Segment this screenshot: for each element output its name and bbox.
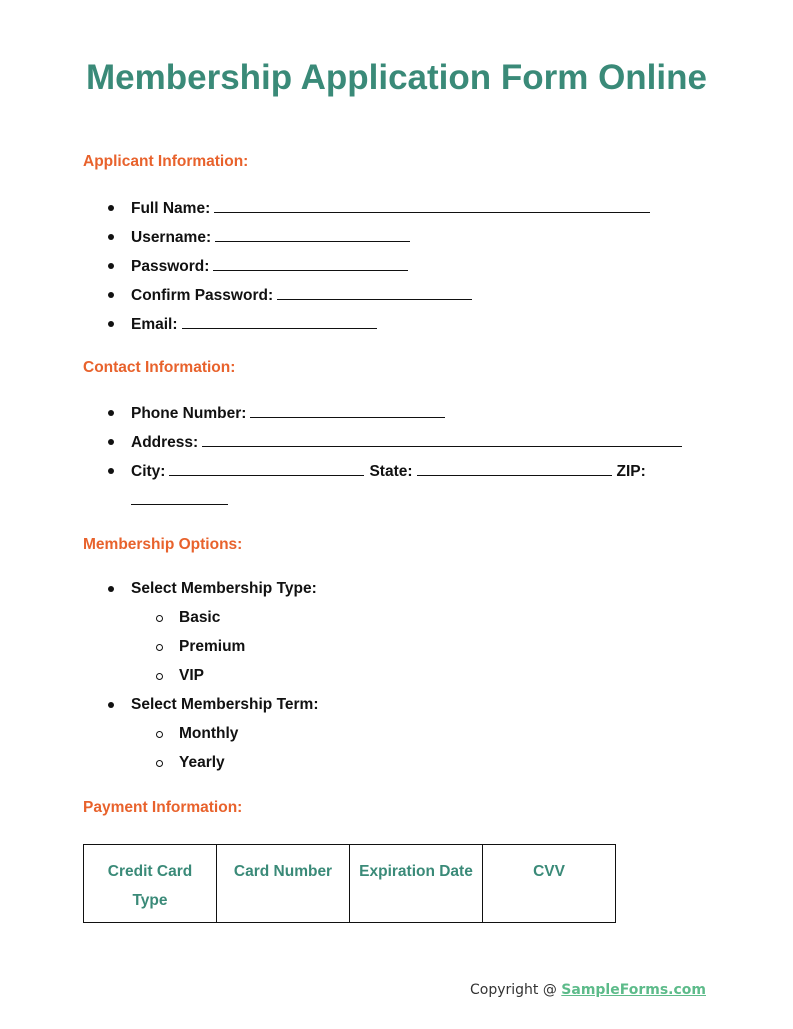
copyright-text: Copyright @	[469, 982, 557, 998]
label-text: Select Membership Type:	[131, 580, 317, 597]
option-label: Monthly	[179, 725, 239, 742]
field-label: Full Name:	[131, 200, 211, 217]
option-label: Yearly	[179, 754, 225, 771]
bullet-icon	[108, 439, 114, 445]
field-label: Confirm Password:	[131, 287, 274, 304]
city-label: City:	[131, 463, 166, 480]
radio-circle-icon[interactable]	[156, 615, 163, 622]
option-vip[interactable]	[179, 666, 204, 686]
zip-blank[interactable]	[131, 490, 228, 505]
field-label: Phone Number:	[131, 405, 247, 422]
bullet-icon	[108, 292, 114, 298]
username-field[interactable]	[131, 227, 410, 248]
payment-table	[83, 844, 616, 923]
full-name-field[interactable]	[131, 198, 650, 219]
bullet-icon	[108, 702, 114, 708]
address-field[interactable]	[131, 432, 682, 453]
zip-label: ZIP:	[616, 463, 646, 480]
bullet-icon	[108, 410, 114, 416]
column-cvv[interactable]: CVV	[483, 845, 616, 923]
state-label: State:	[369, 463, 413, 480]
radio-circle-icon[interactable]	[156, 760, 163, 767]
phone-blank[interactable]	[250, 403, 445, 418]
field-label: Email:	[131, 316, 178, 333]
membership-term-label	[131, 695, 319, 715]
radio-circle-icon[interactable]	[156, 644, 163, 651]
column-card-number[interactable]: Card Number	[217, 845, 350, 923]
zip-line[interactable]	[131, 490, 228, 511]
footer-copyright	[470, 980, 706, 1000]
column-expiration-date[interactable]: Expiration Date	[350, 845, 483, 923]
sampleforms-link[interactable]: SampleForms.com	[561, 982, 706, 998]
option-label: Premium	[179, 638, 246, 655]
confirm-password-field[interactable]	[131, 285, 472, 306]
applicant-heading: Applicant Information:	[83, 153, 249, 170]
bullet-icon	[108, 205, 114, 211]
bullet-icon	[108, 321, 114, 327]
email-field[interactable]	[131, 314, 377, 335]
option-yearly[interactable]	[179, 753, 225, 773]
bullet-icon	[108, 586, 114, 592]
bullet-icon	[108, 263, 114, 269]
radio-circle-icon[interactable]	[156, 731, 163, 738]
option-basic[interactable]	[179, 608, 220, 628]
membership-heading: Membership Options:	[83, 536, 243, 553]
table-row	[84, 845, 616, 923]
email-blank[interactable]	[182, 314, 377, 329]
contact-heading: Contact Information:	[83, 359, 236, 376]
full-name-blank[interactable]	[214, 198, 650, 213]
password-blank[interactable]	[213, 256, 408, 271]
field-label: Username:	[131, 229, 212, 246]
radio-circle-icon[interactable]	[156, 673, 163, 680]
option-label: VIP	[179, 667, 204, 684]
column-credit-card-type[interactable]: Credit Card Type	[84, 845, 217, 923]
city-blank[interactable]	[169, 461, 364, 476]
confirm-password-blank[interactable]	[277, 285, 472, 300]
label-text: Select Membership Term:	[131, 696, 319, 713]
password-field[interactable]	[131, 256, 408, 277]
membership-type-label	[131, 579, 317, 599]
bullet-icon	[108, 468, 114, 474]
username-blank[interactable]	[215, 227, 410, 242]
option-premium[interactable]	[179, 637, 245, 657]
payment-heading: Payment Information:	[83, 799, 243, 816]
option-monthly[interactable]	[179, 724, 238, 744]
field-label: Address:	[131, 434, 199, 451]
state-blank[interactable]	[417, 461, 612, 476]
field-label: Password:	[131, 258, 210, 275]
option-label: Basic	[179, 609, 221, 626]
page-title: Membership Application Form Online	[86, 58, 707, 97]
phone-field[interactable]	[131, 403, 445, 424]
address-blank[interactable]	[202, 432, 682, 447]
bullet-icon	[108, 234, 114, 240]
city-state-zip-field[interactable]	[131, 461, 646, 482]
